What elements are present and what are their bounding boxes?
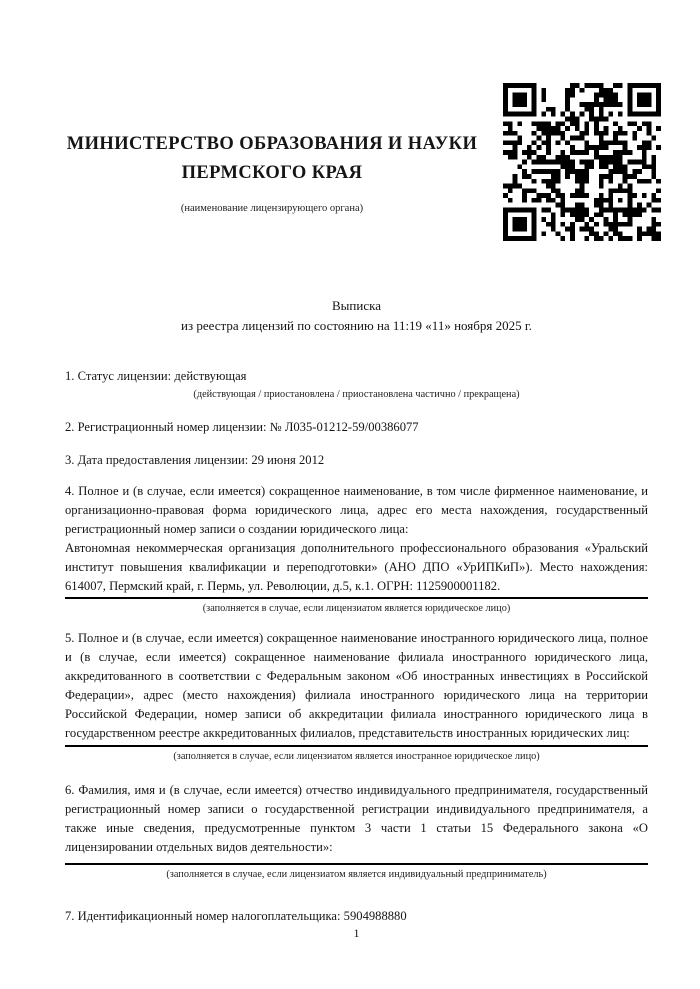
item-license-status: 1. Статус лицензии: действующая	[65, 369, 247, 383]
item-taxpayer-number: 7. Идентификационный номер налогоплательщика: 5904988880	[65, 909, 407, 923]
fill-line-individual-entrepreneur	[65, 863, 648, 865]
fill-line-legal-entity	[65, 597, 648, 599]
ministry-name-caption: (наименование лицензирующего органа)	[180, 203, 364, 214]
item-legal-entity-label: 4. Полное и (в случае, если имеется) сокращенное наименование, в том числе фирменное наименование, и организационно-правовая форма юридического лица, адрес его места нахождения, государственный регистрационный номер записи о создании юридического лица:	[65, 484, 648, 536]
item-grant-date: 3. Дата предоставления лицензии: 29 июня 2012	[65, 453, 325, 467]
item-foreign-entity-caption: (заполняется в случае, если лицензиатом является иностранное юридическое лицо)	[173, 751, 540, 762]
item-legal-entity-value: Автономная некоммерческая организация дополнительного профессионального образования «Уральский институт повышения квалификации и переподготовки» (АНО ДПО «УрИПКиП»). Место нахождения: 614007, Пермский край, г. Пермь, ул. Революции, д.5, к.1. ОГРН: 1125900001182.	[65, 541, 648, 593]
document-body	[65, 0, 648, 926]
ministry-name-line2: ПЕРМСКОГО КРАЯ	[181, 163, 363, 183]
item-registration-number: 2. Регистрационный номер лицензии: № Л035-01212-59/00386077	[65, 420, 419, 434]
document-title-line2: из реестра лицензий по состоянию на 11:19 «11» ноября 2025 г.	[181, 318, 532, 333]
ministry-name-line1: МИНИСТЕРСТВО ОБРАЗОВАНИЯ И НАУКИ	[66, 134, 478, 154]
document-title	[65, 296, 648, 336]
item-legal-entity-caption: (заполняется в случае, если лицензиатом является юридическое лицо)	[202, 603, 511, 614]
item-license-status-caption: (действующая / приостановлена / приостановлена частично / прекращена)	[193, 389, 520, 400]
document-title-line1: Выписка	[332, 298, 381, 313]
fill-line-foreign-entity	[65, 745, 648, 747]
item-foreign-entity-label: 5. Полное и (в случае, если имеется) сокращенное наименование иностранного юридического лица, полное и (в случае, если имеется) сокращенное наименование филиала иностранного юридического лица, аккредитованного в соответствии с Федеральным законом «Об иностранных инвестициях в Российской Федерации», адрес (место нахождения) филиала иностранного юридического лица на территории Российской Федерации, номер записи об аккредитации филиала иностранного юридического лица в государственном реестре аккредитованных филиалов, представительств иностранных юридических лиц:	[65, 631, 648, 740]
item-individual-entrepreneur-label: 6. Фамилия, имя и (в случае, если имеется) отчество индивидуального предпринимателя, государственный регистрационный номер записи о государственной регистрации индивидуального предпринимателя, а также иные сведения, предусмотренные пунктом 3 части 1 статьи 15 Федерального закона «О лицензировании отдельных видов деятельности»:	[65, 783, 648, 854]
item-individual-entrepreneur-caption: (заполняется в случае, если лицензиатом является индивидуальный предприниматель)	[166, 869, 547, 880]
page-number: 1	[353, 926, 360, 940]
